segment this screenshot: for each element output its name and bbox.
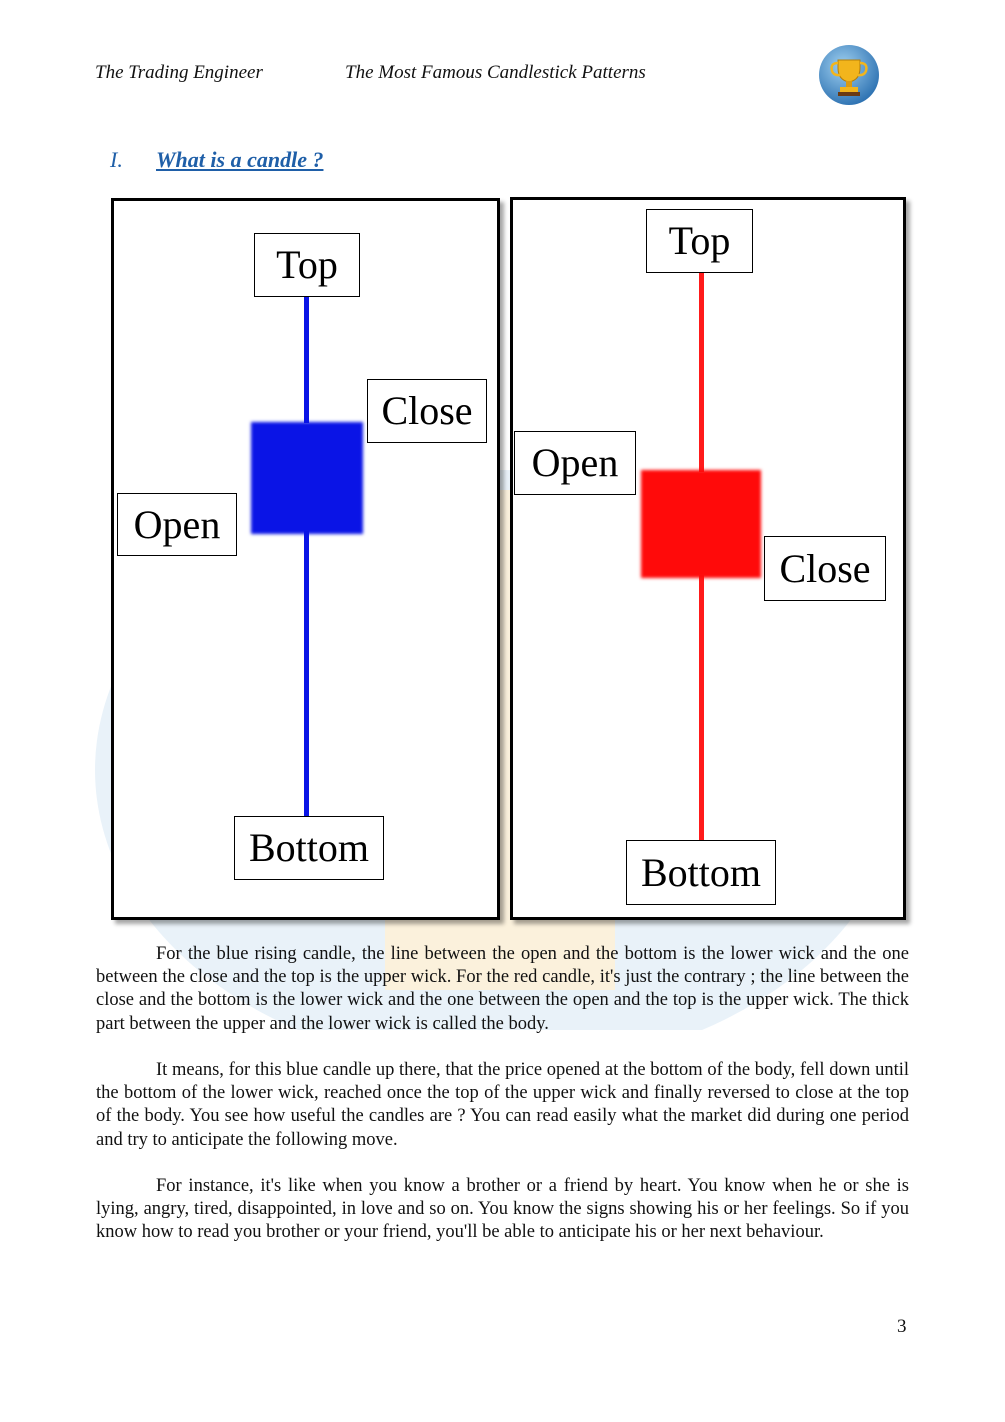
blue-lower-wick: [304, 531, 309, 816]
header-center-title: The Most Famous Candlestick Patterns: [345, 62, 646, 83]
blue-close-label: Close: [367, 379, 487, 443]
section-title: What is a candle ?: [156, 147, 324, 172]
paragraph-2: It means, for this blue candle up there, that the price opened at the bottom of the body, fell down until the bottom of the lower wick, reached once the top of the upper wick and finally reversed to close at the top of the body. You see how useful the candles are ? You can read easily what the market did during one period and try to anticipate the following move.: [96, 1060, 909, 1150]
trophy-icon: [818, 44, 880, 106]
blue-upper-wick: [304, 297, 309, 423]
blue-top-label: Top: [254, 233, 360, 297]
red-open-label: Open: [514, 431, 636, 495]
blue-bottom-label: Bottom: [234, 816, 384, 880]
paragraph-3: For instance, it's like when you know a brother or a friend by heart. You know when he or she is lying, angry, tired, disappointed, in love and so on. You know the signs showing his or her feelings. So if you know how to read you brother or your friend, you'll be able to anticipate his or her next behaviour.: [96, 1176, 909, 1243]
red-top-label: Top: [646, 209, 753, 273]
paragraph-1: For the blue rising candle, the line between the open and the bottom is the lower wick and the one between the close and the top is the upper wick. For the red candle, it's just the contrary ; the line between the close and the bottom is the lower wick and the one between the open and the top is the upper wick. The thick part between the upper and the lower wick is called the body.: [96, 944, 909, 1034]
blue-open-label: Open: [117, 493, 237, 556]
red-bottom-label: Bottom: [626, 840, 776, 905]
red-close-label: Close: [764, 536, 886, 601]
section-number: I.: [110, 147, 123, 172]
red-candle-body: [641, 470, 761, 578]
page-number: 3: [897, 1316, 907, 1337]
header-left-title: The Trading Engineer: [95, 62, 263, 83]
blue-candle-diagram: [111, 198, 500, 920]
red-upper-wick: [699, 272, 704, 472]
blue-candle-body: [251, 422, 363, 534]
section-heading: [110, 147, 323, 173]
red-candle-diagram: [510, 197, 906, 920]
red-lower-wick: [699, 575, 704, 840]
